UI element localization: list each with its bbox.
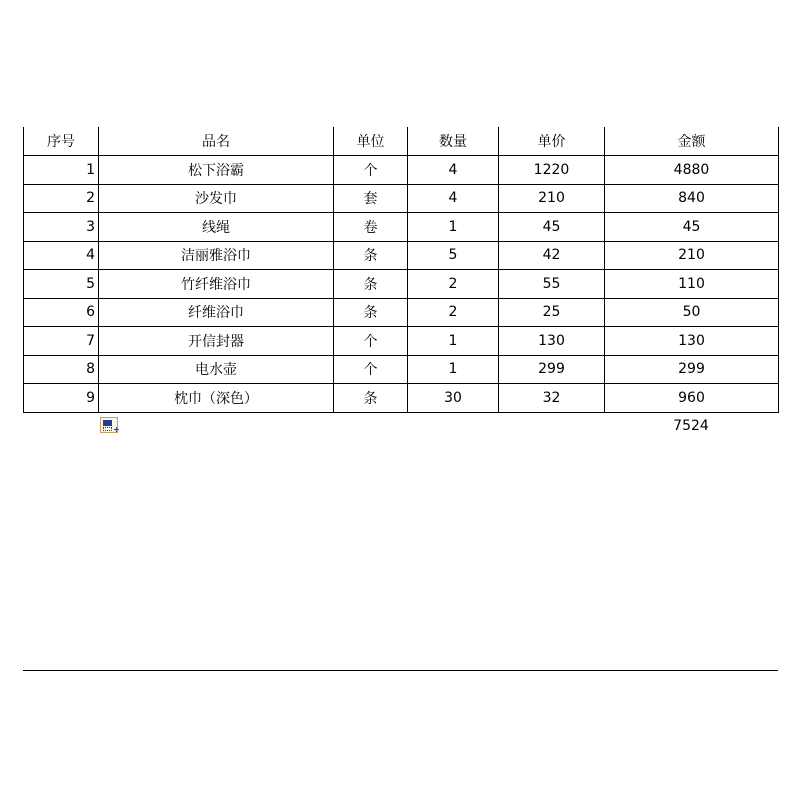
cell-amount[interactable]: 960 bbox=[605, 384, 779, 413]
cell-index[interactable]: 1 bbox=[24, 156, 99, 185]
cell-amount[interactable]: 45 bbox=[605, 213, 779, 242]
cell-unit[interactable]: 条 bbox=[334, 298, 408, 327]
cell-product-name[interactable]: 开信封器 bbox=[99, 327, 334, 356]
cell-product-name[interactable]: 电水壶 bbox=[99, 355, 334, 384]
page-divider bbox=[23, 670, 778, 671]
cell-unit-price[interactable]: 210 bbox=[499, 184, 605, 213]
cell-unit-price[interactable]: 1220 bbox=[499, 156, 605, 185]
cell-product-name[interactable]: 纤维浴巾 bbox=[99, 298, 334, 327]
cell-unit[interactable]: 个 bbox=[334, 156, 408, 185]
column-header[interactable]: 单价 bbox=[499, 127, 605, 156]
cell-index[interactable]: 8 bbox=[24, 355, 99, 384]
cell-amount[interactable]: 299 bbox=[605, 355, 779, 384]
cell-index[interactable]: 7 bbox=[24, 327, 99, 356]
cell-product-name[interactable]: 竹纤维浴巾 bbox=[99, 270, 334, 299]
column-header[interactable]: 品名 bbox=[99, 127, 334, 156]
cell-unit-price[interactable]: 32 bbox=[499, 384, 605, 413]
cell-unit-price[interactable]: 42 bbox=[499, 241, 605, 270]
table-row bbox=[24, 355, 779, 384]
cell-product-name[interactable]: 洁丽雅浴巾 bbox=[99, 241, 334, 270]
paste-format-mark bbox=[103, 427, 112, 431]
table-header-row bbox=[24, 127, 779, 156]
cell-amount[interactable]: 840 bbox=[605, 184, 779, 213]
table-row bbox=[24, 156, 779, 185]
cell-index[interactable]: 6 bbox=[24, 298, 99, 327]
cell-product-name[interactable]: 沙发巾 bbox=[99, 184, 334, 213]
cell-unit-price[interactable]: 45 bbox=[499, 213, 605, 242]
column-header[interactable]: 序号 bbox=[24, 127, 99, 156]
table-row bbox=[24, 184, 779, 213]
table-row bbox=[24, 384, 779, 413]
cell-unit[interactable]: 条 bbox=[334, 241, 408, 270]
cell-unit[interactable]: 个 bbox=[334, 355, 408, 384]
column-header[interactable]: 数量 bbox=[408, 127, 499, 156]
cell-index[interactable]: 4 bbox=[24, 241, 99, 270]
cell-unit-price[interactable]: 55 bbox=[499, 270, 605, 299]
data-table bbox=[23, 127, 779, 413]
column-header[interactable]: 金额 bbox=[605, 127, 779, 156]
cell-quantity[interactable]: 2 bbox=[408, 298, 499, 327]
table-row bbox=[24, 327, 779, 356]
cell-amount[interactable]: 50 bbox=[605, 298, 779, 327]
table-row bbox=[24, 213, 779, 242]
cell-amount[interactable]: 4880 bbox=[605, 156, 779, 185]
cell-unit-price[interactable]: 130 bbox=[499, 327, 605, 356]
cell-index[interactable]: 9 bbox=[24, 384, 99, 413]
cell-unit-price[interactable]: 25 bbox=[499, 298, 605, 327]
table-row bbox=[24, 298, 779, 327]
cell-product-name[interactable]: 松下浴霸 bbox=[99, 156, 334, 185]
cell-quantity[interactable]: 1 bbox=[408, 327, 499, 356]
cell-unit[interactable]: 条 bbox=[334, 270, 408, 299]
cell-amount[interactable]: 210 bbox=[605, 241, 779, 270]
table-row bbox=[24, 270, 779, 299]
cell-unit[interactable]: 条 bbox=[334, 384, 408, 413]
paste-plus-mark: + bbox=[113, 425, 120, 434]
cell-unit-price[interactable]: 299 bbox=[499, 355, 605, 384]
cell-index[interactable]: 5 bbox=[24, 270, 99, 299]
cell-product-name[interactable]: 枕巾（深色） bbox=[99, 384, 334, 413]
total-amount[interactable]: 7524 bbox=[673, 418, 709, 434]
cell-index[interactable]: 2 bbox=[24, 184, 99, 213]
cell-quantity[interactable]: 1 bbox=[408, 213, 499, 242]
cell-unit[interactable]: 套 bbox=[334, 184, 408, 213]
cell-quantity[interactable]: 2 bbox=[408, 270, 499, 299]
cell-index[interactable]: 3 bbox=[24, 213, 99, 242]
cell-amount[interactable]: 110 bbox=[605, 270, 779, 299]
cell-amount[interactable]: 130 bbox=[605, 327, 779, 356]
cell-unit[interactable]: 个 bbox=[334, 327, 408, 356]
cell-quantity[interactable]: 5 bbox=[408, 241, 499, 270]
table-row bbox=[24, 241, 779, 270]
column-header[interactable]: 单位 bbox=[334, 127, 408, 156]
cell-quantity[interactable]: 4 bbox=[408, 156, 499, 185]
cell-unit[interactable]: 卷 bbox=[334, 213, 408, 242]
paste-options-icon[interactable] bbox=[100, 417, 118, 433]
cell-quantity[interactable]: 1 bbox=[408, 355, 499, 384]
cell-product-name[interactable]: 线绳 bbox=[99, 213, 334, 242]
paste-clipboard-mark bbox=[103, 420, 112, 426]
cell-quantity[interactable]: 30 bbox=[408, 384, 499, 413]
cell-quantity[interactable]: 4 bbox=[408, 184, 499, 213]
